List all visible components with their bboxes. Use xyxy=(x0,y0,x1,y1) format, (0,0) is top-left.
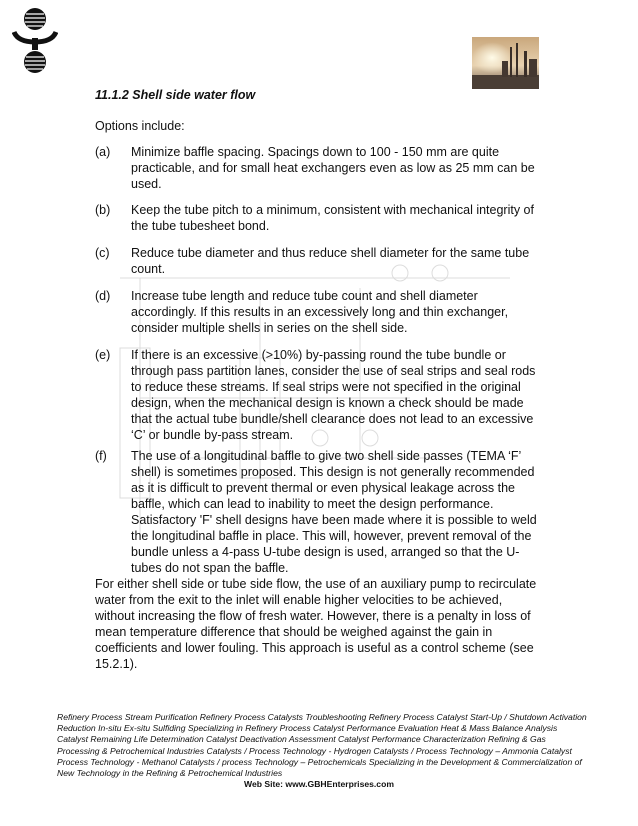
option-f xyxy=(95,448,545,576)
section-heading: 11.1.2 Shell side water flow xyxy=(95,88,256,102)
option-d xyxy=(95,288,545,336)
option-label: (a) xyxy=(95,145,111,159)
option-label: (b) xyxy=(95,203,111,217)
option-e xyxy=(95,347,545,443)
option-label: (f) xyxy=(95,449,107,463)
footer-services-text: Refinery Process Stream Purification Refinery Process Catalysts Troubleshooting Refinery Process Catalyst Start-Up / Shutdown Activation Reduction In-situ Ex-situ Sulfiding Specializing in Refinery Process Catalyst Performance Evaluation Heat & Mass Balance Analysis Catalyst Remaining Life Determination Catalyst Deactivation Assessment Catalyst Performance Characterization Refining & Gas Processing & Petrochemical Industries Catalysts / Process Technology - Hydrogen Catalysts / Process Technology – Ammonia Catalyst Process Technology - Methanol Catalysts / process Technology – Petrochemicals Specializing in the Development & Commercialization of New Technology in the Refining & Petrochemical Industries xyxy=(57,712,587,779)
footer-website: Web Site: www.GBHEnterprises.com xyxy=(244,779,394,789)
option-c xyxy=(95,245,545,277)
closing-paragraph: For either shell side or tube side flow, the use of an auxiliary pump to recirculate water from the exit to the inlet will enable higher velocities to be achieved, without increasing the flow of fresh water. However, there is a penalty in loss of mean temperature difference that should be weighed against the gain in coefficients and lower fouling. This approach is useful as a control scheme (see 15.2.1). xyxy=(95,577,537,671)
option-label: (c) xyxy=(95,246,110,260)
option-b xyxy=(95,202,545,234)
option-text: If there is an excessive (>10%) by-passing round the tube bundle or through pass partition lanes, consider the use of seal strips and seal rods to reduce these streams. If seal strips were not specified in the original design, when the mechanical design is known a check should be made that the actual tube bundle/shell clearance does not lead to an excessive ‘C’ or bundle by-pass stream. xyxy=(131,348,536,442)
option-text: Minimize baffle spacing. Spacings down to 100 - 150 mm are quite practicable, and for small heat exchangers even as low as 25 mm can be used. xyxy=(131,145,535,191)
option-label: (e) xyxy=(95,348,111,362)
company-logo xyxy=(12,6,58,76)
option-text: Increase tube length and reduce tube count and shell diameter accordingly. If this results in an excessively long and thin exchanger, consider multiple shells in series on the shell side. xyxy=(131,289,509,335)
option-text: Reduce tube diameter and thus reduce shell diameter for the same tube count. xyxy=(131,246,530,276)
refinery-photo xyxy=(472,37,539,89)
options-intro: Options include: xyxy=(95,119,185,133)
option-label: (d) xyxy=(95,289,111,303)
option-text: Keep the tube pitch to a minimum, consistent with mechanical integrity of the tube tubesheet bond. xyxy=(131,203,534,233)
option-text: The use of a longitudinal baffle to give two shell side passes (TEMA ‘F’ shell) is sometimes proposed. This design is not generally recommended as it is difficult to prevent thermal or even physical leakage across the baffle, which can lead to inability to meet the design performance. Satisfactory 'F' shell designs have been made where it is possible to weld the longitudinal baffle in place. This will, however, prevent removal of the bundle unless a 4-pass U-tube design is used, arranged so that the U-tubes do not span the baffle. xyxy=(131,449,537,575)
option-a xyxy=(95,144,545,192)
